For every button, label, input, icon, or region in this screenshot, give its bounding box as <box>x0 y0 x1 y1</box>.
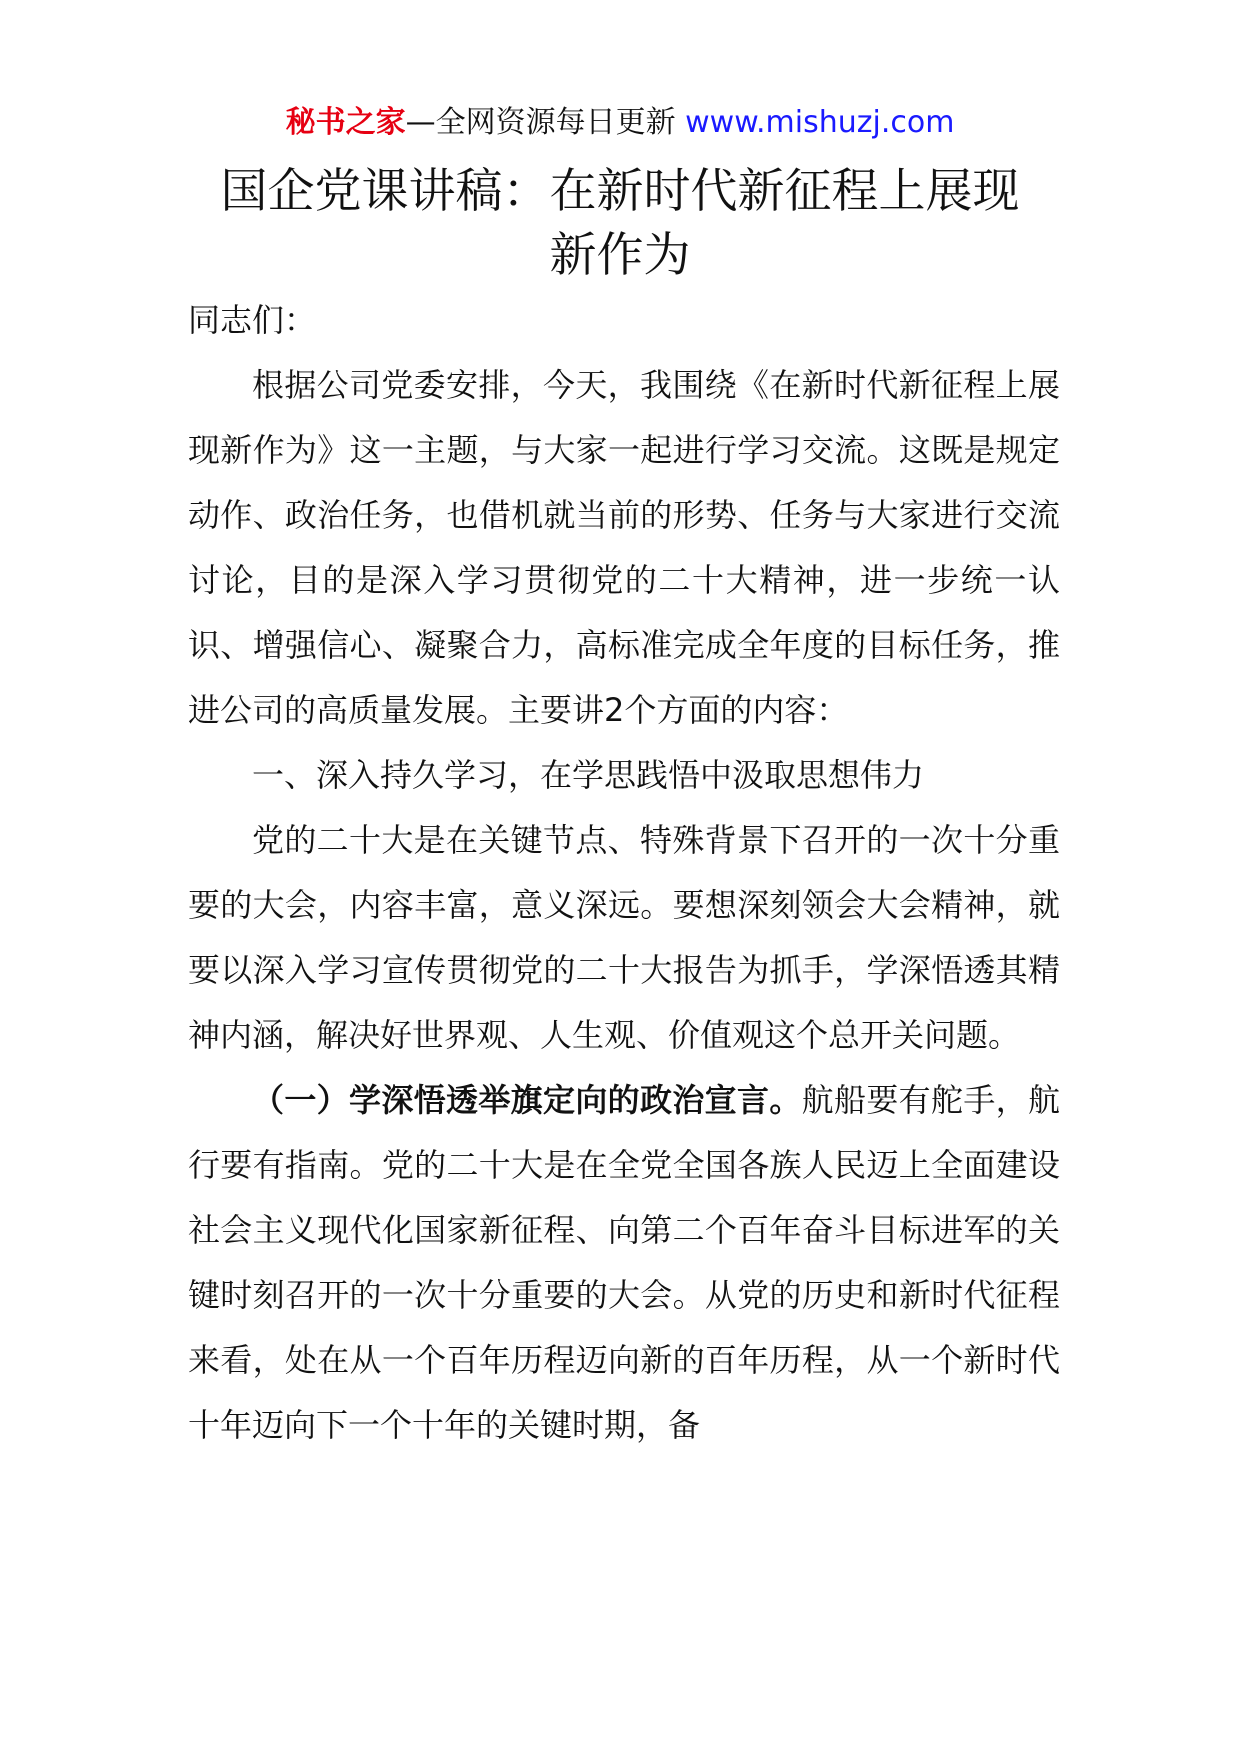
site-name: 秘书之家 <box>285 105 406 140</box>
site-slogan: —全网资源每日更新 <box>405 105 686 140</box>
subsection-one-paragraph <box>188 1068 1060 1458</box>
section-one-heading: 一、深入持久学习，在学思践悟中汲取思想伟力 <box>252 756 925 794</box>
document-body <box>188 288 1060 1458</box>
section-one-paragraph: 党的二十大是在关键节点、特殊背景下召开的一次十分重要的大会，内容丰富，意义深远。要想深刻领会大会精神，就要以深入学习宣传贯彻党的二十大报告为抓手，学深悟透其精神内涵，解决好世界观、人生观、价值观这个总开关问题。 <box>188 821 1060 1054</box>
subsection-one-heading: （一）学深悟透举旗定向的政治宣言。 <box>252 1081 802 1119</box>
subsection-one-text: 航船要有舵手，航行要有指南。党的二十大是在全党全国各族人民迈上全面建设社会主义现代化国家新征程、向第二个百年奋斗目标进军的关键时刻召开的一次十分重要的大会。从党的历史和新时代征程来看，处在从一个百年历程迈向新的百年历程，从一个新时代十年迈向下一个十年的关键时期，备 <box>188 1081 1060 1444</box>
intro-paragraph: 根据公司党委安排，今天，我围绕《在新时代新征程上展现新作为》这一主题，与大家一起进行学习交流。这既是规定动作、政治任务，也借机就当前的形势、任务与大家进行交流讨论，目的是深入学习贯彻党的二十大精神，进一步统一认识、增强信心、凝聚合力，高标准完成全年度的目标任务，推进公司的高质量发展。主要讲2个方面的内容： <box>188 366 1060 729</box>
document-title: 国企党课讲稿：在新时代新征程上展现新作为 <box>220 164 1020 283</box>
salutation: 同志们： <box>188 301 317 339</box>
site-url-link[interactable]: www.mishuzj.com <box>685 105 955 140</box>
site-header <box>0 100 1240 146</box>
